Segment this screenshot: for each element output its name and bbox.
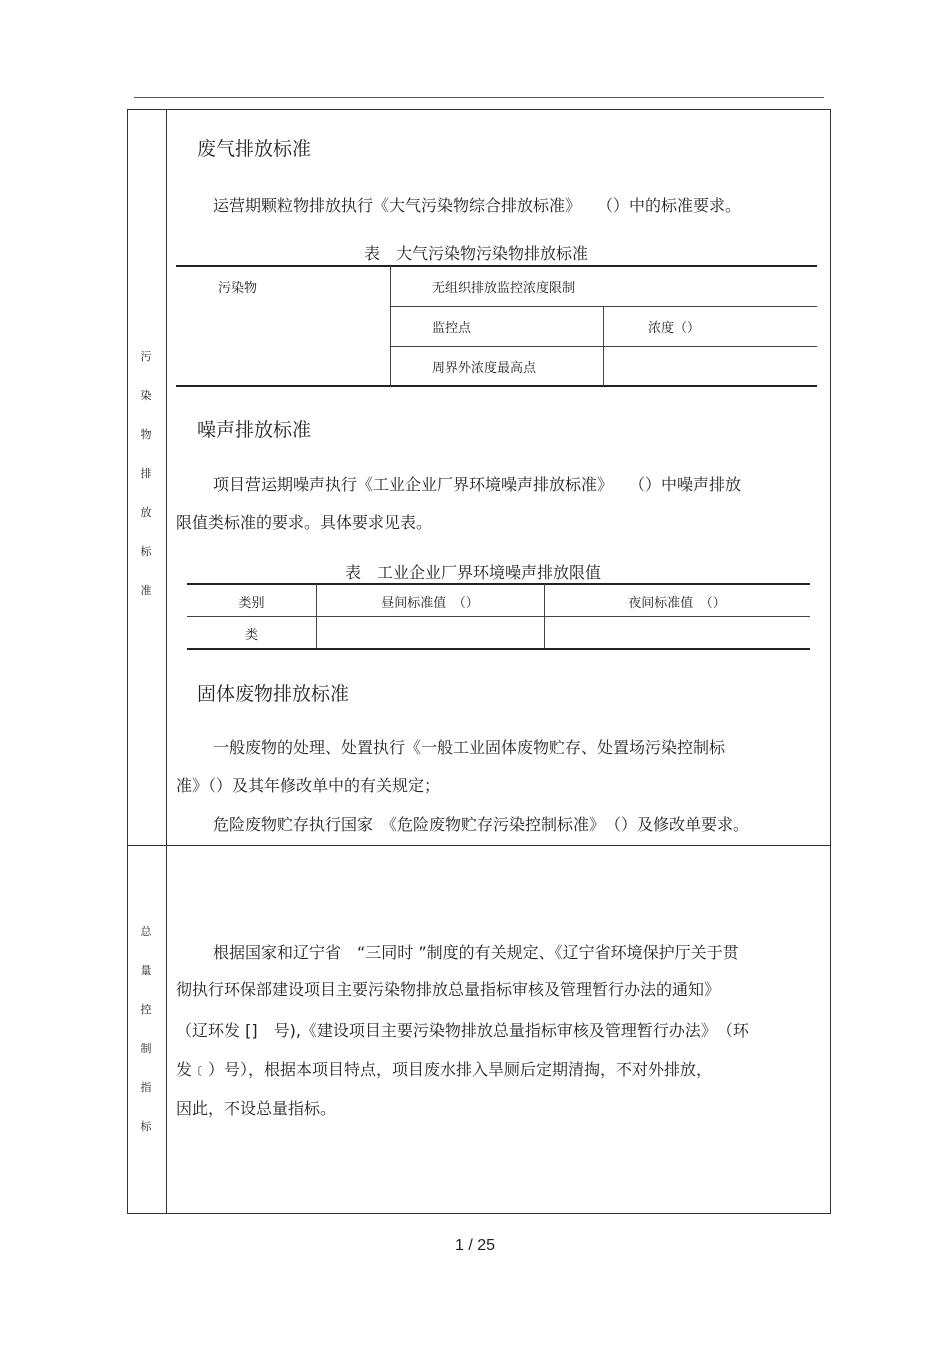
noise-row-category: 类 bbox=[244, 628, 258, 643]
noise-col-day: 昼间标准值 （） bbox=[381, 596, 479, 611]
row-divider bbox=[127, 845, 831, 846]
total-line2: 彻执行环保部建设项目主要污染物排放总量指标审核及管理暂行办法的通知》 bbox=[176, 980, 721, 999]
table-rule bbox=[187, 648, 810, 650]
solid-line1: 一般废物的处理、处置执行《一般工业固体废物贮存、处置场污染控制标 bbox=[213, 738, 726, 757]
total-line1: 根据国家和辽宁省 “三同时 ”制度的有关规定、《辽宁省环境保护厅关于贯 bbox=[213, 943, 739, 962]
table-rule bbox=[176, 385, 817, 387]
total-line3: （辽环发 [] 号),《建设项目主要污染物排放总量指标审核及管理暂行办法》 （环 bbox=[176, 1021, 749, 1040]
side-label-char: 准 bbox=[140, 584, 152, 597]
noise-paragraph-line2: 限值类标准的要求。具体要求见表。 bbox=[176, 513, 433, 532]
gas-monitor-point: 监控点 bbox=[432, 321, 472, 336]
header-rule bbox=[134, 97, 824, 98]
gas-boundary-point: 周界外浓度最高点 bbox=[432, 361, 537, 376]
side-label-char: 总 bbox=[140, 925, 152, 938]
side-label-char: 污 bbox=[140, 350, 152, 363]
solid-line2: 准》（）及其年修改单中的有关规定； bbox=[176, 776, 441, 795]
label-column-divider bbox=[166, 109, 167, 1214]
noise-col-category: 类别 bbox=[238, 596, 265, 611]
page-number: 1 / 25 bbox=[454, 1237, 496, 1254]
side-label-char: 染 bbox=[140, 389, 152, 402]
noise-heading: 噪声排放标准 bbox=[197, 419, 312, 441]
table-col-divider bbox=[390, 266, 391, 386]
noise-col-night: 夜间标准值 （） bbox=[628, 596, 726, 611]
solid-heading: 固体废物排放标准 bbox=[197, 683, 350, 705]
side-label-char: 标 bbox=[140, 545, 152, 558]
solid-line3: 危险废物贮存执行国家 《危险废物贮存污染控制标准》 （）及修改单要求。 bbox=[213, 815, 750, 834]
gas-col-limit: 无组织排放监控浓度限制 bbox=[432, 281, 576, 296]
table-rule bbox=[176, 265, 817, 267]
noise-paragraph-line1: 项目营运期噪声执行《工业企业厂界环境噪声排放标准》 （）中噪声排放 bbox=[213, 475, 742, 494]
gas-paragraph: 运营期颗粒物排放执行《大气污染物综合排放标准》 （）中的标准要求。 bbox=[213, 196, 742, 215]
noise-table-caption: 表 工业企业厂界环境噪声排放限值 bbox=[345, 563, 602, 582]
side-label-char: 标 bbox=[140, 1120, 152, 1133]
side-label-char: 排 bbox=[140, 467, 152, 480]
side-label-char: 控 bbox=[140, 1003, 152, 1016]
gas-col-pollutant: 污染物 bbox=[218, 281, 258, 296]
side-label-char: 放 bbox=[140, 506, 152, 519]
side-label-char: 量 bbox=[140, 964, 152, 977]
side-label-char: 物 bbox=[140, 428, 152, 441]
table-rule bbox=[187, 583, 810, 585]
table-rule bbox=[187, 616, 810, 617]
side-label-char: 指 bbox=[140, 1081, 152, 1094]
gas-heading: 废气排放标准 bbox=[197, 138, 312, 160]
gas-concentration: 浓度（） bbox=[648, 321, 701, 336]
table-col-divider bbox=[603, 306, 604, 386]
side-label-char: 制 bbox=[140, 1042, 152, 1055]
gas-table-caption: 表 大气污染物污染物排放标准 bbox=[364, 244, 589, 263]
total-line5: 因此，不设总量指标。 bbox=[176, 1099, 337, 1118]
total-line4: 发﹝）号），根据本项目特点，项目废水排入旱厕后定期清掏，不对外排放， bbox=[176, 1060, 713, 1079]
